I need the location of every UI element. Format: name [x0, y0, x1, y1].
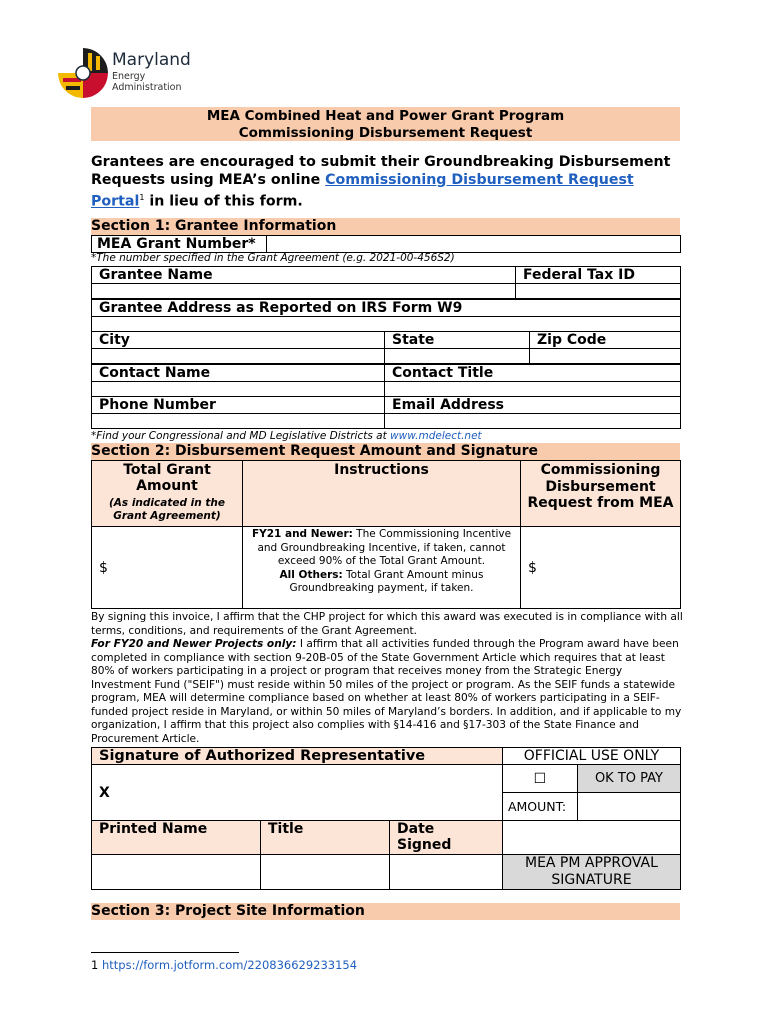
zip-field[interactable] [530, 349, 681, 364]
email-field[interactable] [385, 414, 681, 429]
page-title: MEA Combined Heat and Power Grant Program Commissioning Disbursement Request [91, 107, 680, 141]
maryland-seal-logo [58, 48, 108, 98]
contact-table [91, 364, 681, 397]
federal-tax-id-field[interactable] [516, 284, 681, 299]
official-use-header: OFFICIAL USE ONLY [502, 748, 680, 765]
zip-label: Zip Code [530, 332, 681, 349]
affirmation-text: By signing this invoice, I affirm that the CHP project for which this award was executed is in compliance with all terms, conditions, and requirements of the Grant Agreement. For FY20 and Newer Projects only: I affirm that all activities funded through the Program award have been completed in compliance with section 9-20B-05 of the State Government Article which requires that at least 80% of workers participating in a project or program that receives money from the Strategic Energy Investment Fund ("SEIF") must reside within 50 miles of the project or program. As the SEIF funds a statewide program, MEA will determine compliance based on whether at least 80% of workers participating in a SEIF-funded project reside in Maryland, or within 50 miles of Maryland’s borders. In addition, and if applicable to my organization, I affirm that this project also complies with §14-416 and §17-303 of the State Finance and Procurement Article. [91, 611, 683, 745]
total-grant-amount-field[interactable]: $ [92, 527, 243, 609]
date-signed-field[interactable] [390, 855, 503, 890]
jotform-link[interactable]: https://form.jotform.com/220836629233154 [101, 958, 358, 972]
total-grant-header: Total Grant Amount (As indicated in the Grant Agreement) [92, 461, 243, 527]
intro-text: Grantees are encouraged to submit their Groundbreaking Disbursement Requests using MEA’s online Commissioning Disbursement Request Portal$^1$ in lieu of this form. [91, 154, 671, 210]
section2-title: Section 2: Disbursement Request Amount and Signature [91, 443, 680, 460]
instructions-text: FY21 and Newer: The Commissioning Incentive and Groundbreaking Incentive, if taken, cannot exceed 90% of the Total Grant Amount. All Others: Total Grant Amount minus Groundbreaking payment, if taken. [243, 527, 521, 609]
contact-name-field[interactable] [92, 382, 385, 397]
contact-title-field[interactable] [385, 382, 681, 397]
district-note: *Find your Congressional and MD Legislative Districts at www.mdelect.net [91, 430, 482, 442]
grant-number-table [91, 235, 681, 253]
date-signed-label: Date Signed [390, 821, 503, 855]
footnote: 1 https://form.jotform.com/220836629233154 [91, 958, 358, 972]
section1-title: Section 1: Grantee Information [91, 218, 680, 235]
signature-table [91, 747, 681, 890]
section3-title: Section 3: Project Site Information [91, 903, 680, 920]
signature-header: Signature of Authorized Representative [92, 748, 503, 765]
ok-to-pay-label: OK TO PAY [577, 765, 680, 793]
printed-name-label: Printed Name [92, 821, 261, 855]
grantee-info-table [91, 266, 681, 299]
amount-label: AMOUNT: [502, 793, 577, 821]
pm-signature-field[interactable] [502, 821, 680, 855]
address-table [91, 299, 681, 332]
footnote-divider [91, 952, 239, 953]
title-label: Title [261, 821, 390, 855]
city-field[interactable] [92, 349, 385, 364]
logo-subtitle: Energy Administration [112, 71, 182, 93]
grantee-name-label: Grantee Name [92, 267, 516, 284]
address-label: Grantee Address as Reported on IRS Form W9 [92, 300, 681, 317]
city-state-zip-table [91, 331, 681, 364]
disbursement-table [91, 460, 681, 609]
address-field[interactable] [92, 317, 681, 332]
state-label: State [385, 332, 530, 349]
email-label: Email Address [385, 397, 681, 414]
mdelect-link[interactable]: www.mdelect.net [390, 430, 482, 442]
federal-tax-id-label: Federal Tax ID [516, 267, 681, 284]
printed-name-field[interactable] [92, 855, 261, 890]
phone-label: Phone Number [92, 397, 385, 414]
city-label: City [92, 332, 385, 349]
grant-number-field[interactable] [267, 236, 681, 253]
pm-approval-label: MEA PM APPROVAL SIGNATURE [502, 855, 680, 890]
logo-name: Maryland [112, 50, 191, 70]
amount-field[interactable] [577, 793, 680, 821]
grant-note: *The number specified in the Grant Agreement (e.g. 2021-00-456S2) [91, 252, 455, 264]
phone-field[interactable] [92, 414, 385, 429]
commissioning-request-header: Commissioning Disbursement Request from MEA [521, 461, 681, 527]
phone-email-table [91, 396, 681, 429]
contact-name-label: Contact Name [92, 365, 385, 382]
instructions-header: Instructions [243, 461, 521, 527]
state-field[interactable] [385, 349, 530, 364]
commissioning-amount-field[interactable]: $ [521, 527, 681, 609]
title-field[interactable] [261, 855, 390, 890]
signature-field[interactable]: X [92, 765, 503, 821]
ok-to-pay-checkbox[interactable]: ☐ [502, 765, 577, 793]
portal-link[interactable]: Commissioning Disbursement Request Portal [91, 171, 634, 210]
grantee-name-field[interactable] [92, 284, 516, 299]
grant-number-label: MEA Grant Number* [92, 236, 267, 253]
contact-title-label: Contact Title [385, 365, 681, 382]
